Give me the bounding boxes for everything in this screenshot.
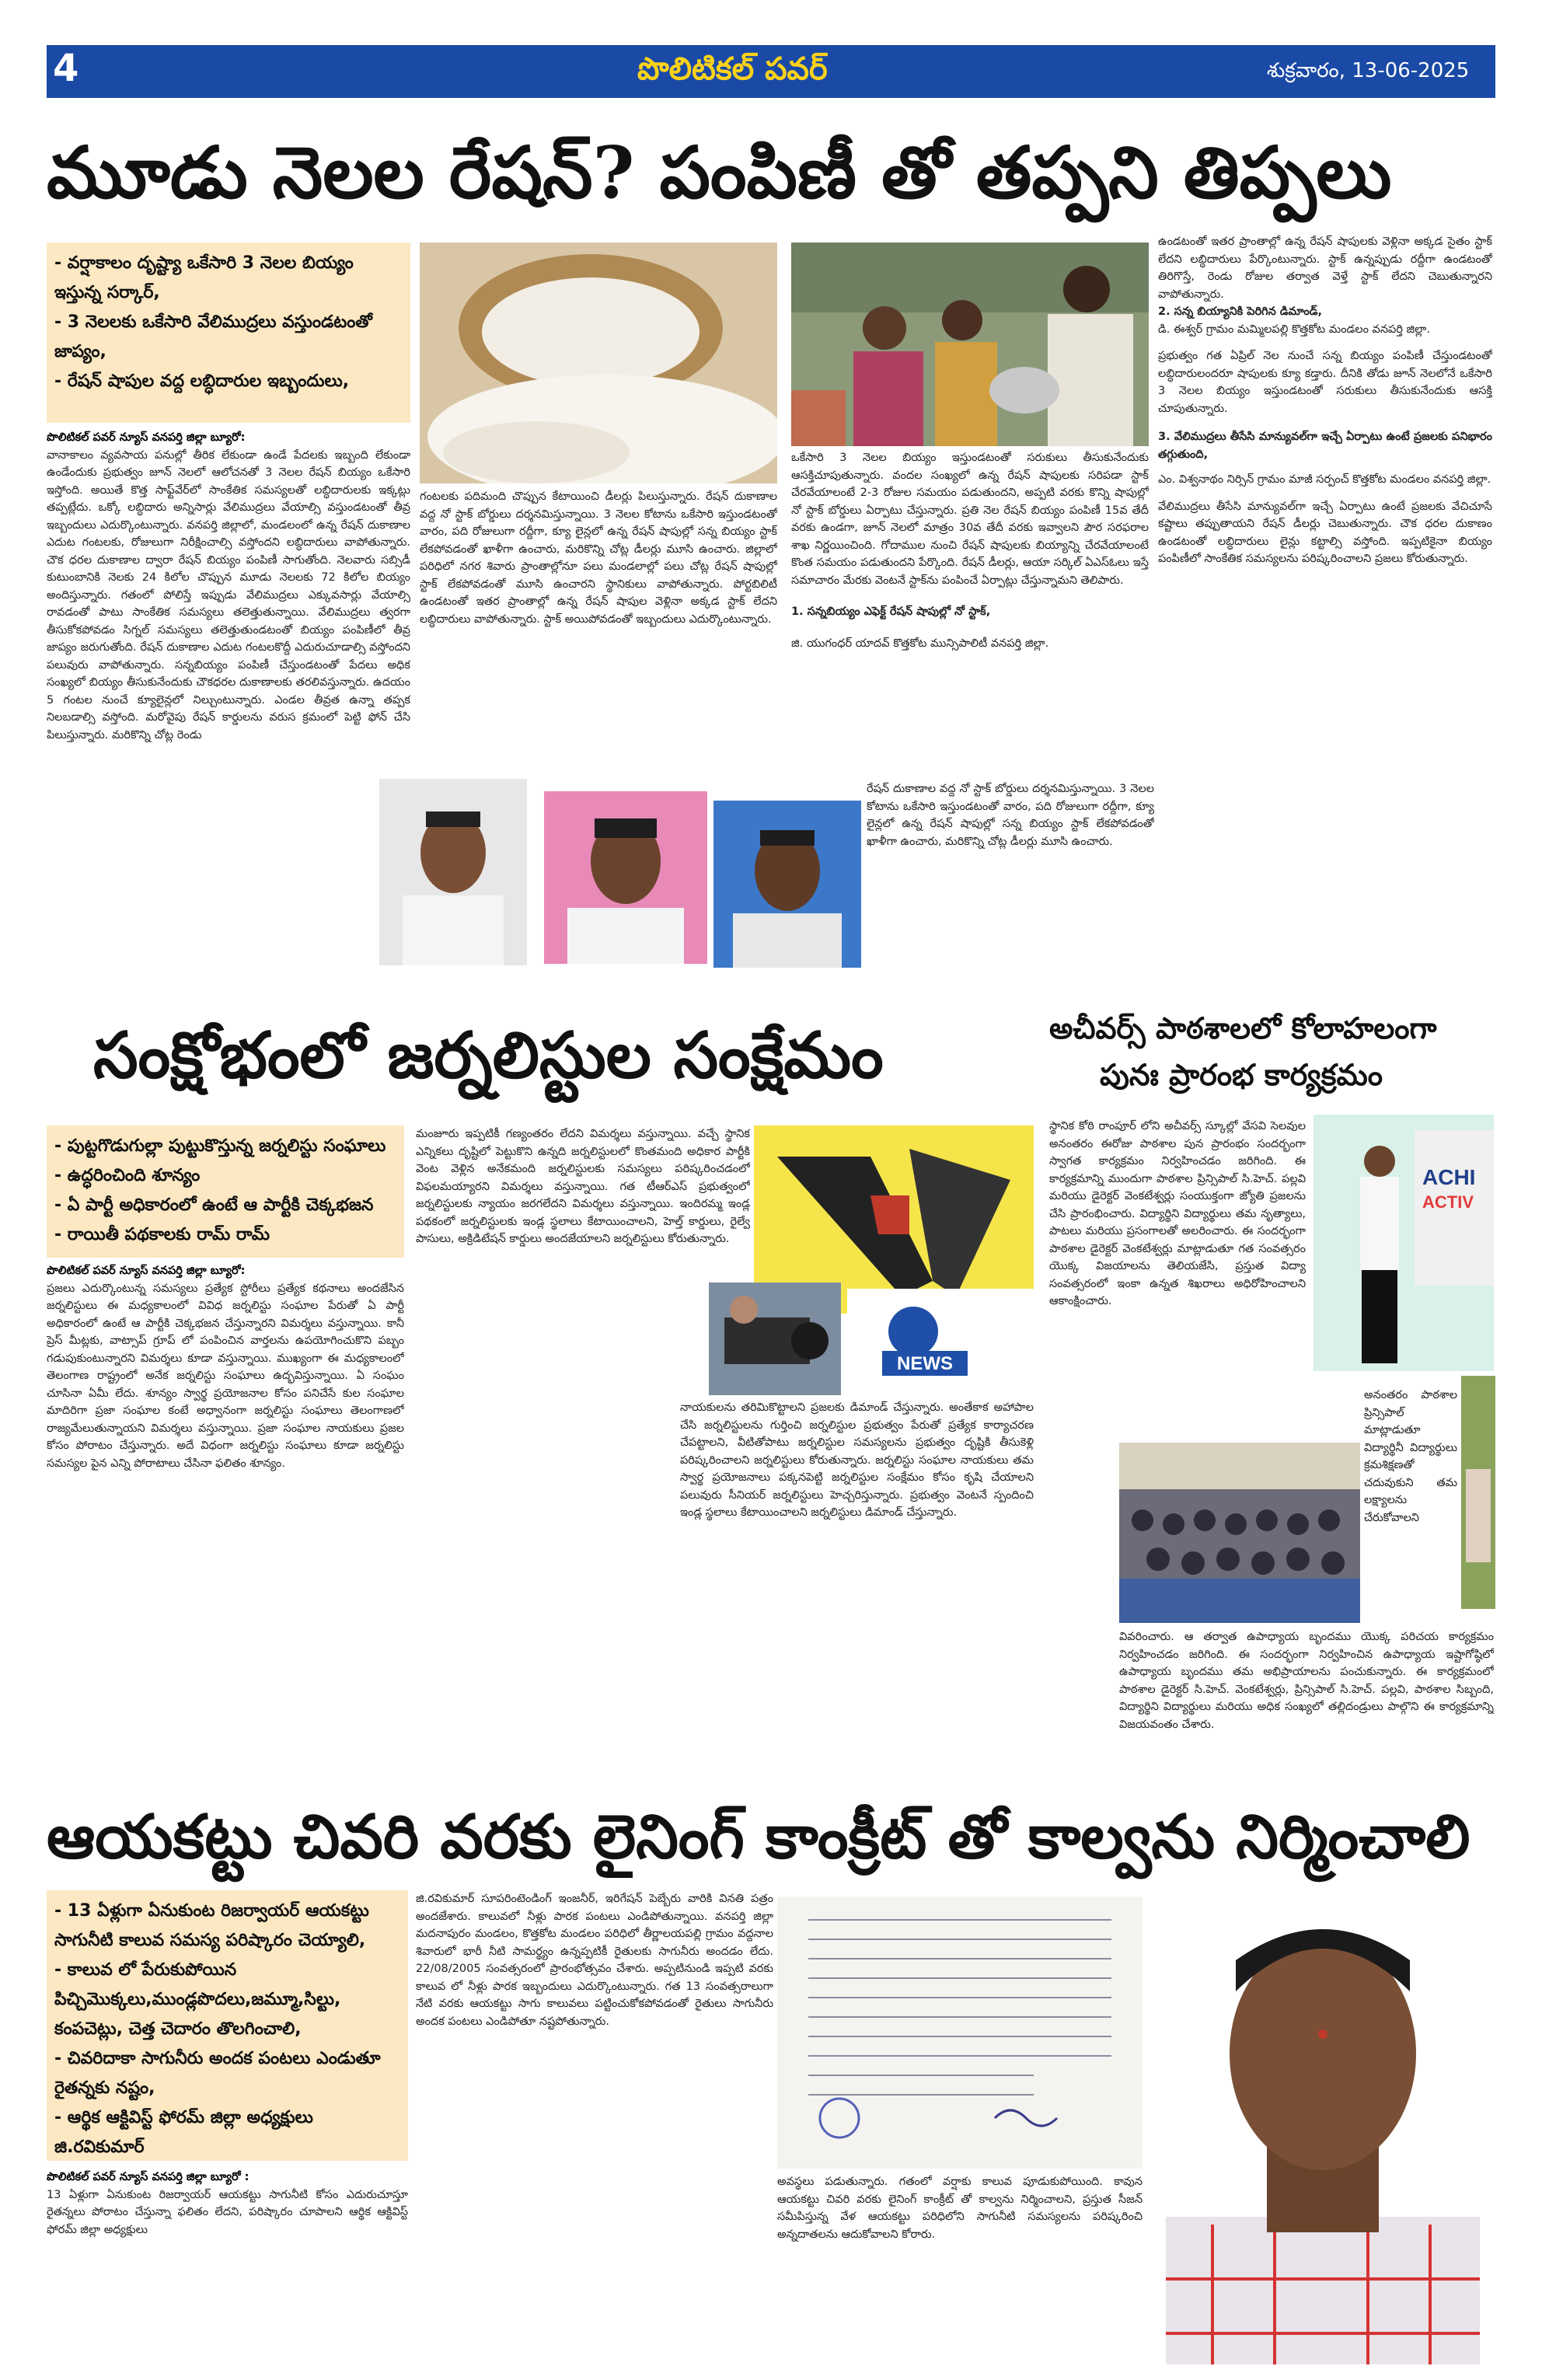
- portrait-photo: [544, 791, 707, 964]
- story1-headline: మూడు నెలల రేషన్? పంపిణీ తో తప్పని తిప్పలు: [47, 131, 1392, 215]
- rice-sack-photo: [420, 243, 777, 483]
- story1-col4: [1158, 233, 1492, 979]
- story4-headline: ఆయకట్టు చివరి వరకు లైనింగ్ కాంక్రీట్ తో కాల్వను నిర్మించాలి: [47, 1802, 1470, 1872]
- story2-col1: [47, 1262, 404, 1760]
- body-text: ఉండటంతో ఇతర ప్రాంతాల్లో ఉన్న రేషన్ షాపులకు వెళ్లినా అక్కడ సైతం స్టాక్ లేదని లబ్ధిదారులు పేర్కొంటున్నారు. స్టాక్ ఉన్నప్పుడు రద్దీగా ఉండటంతో తిరిగొస్తే, రెండు రోజుల తర్వాత వెళ్తే స్టాక్ లేదని చెబుతున్నారని వాపోతున్నారు.: [1158, 236, 1492, 301]
- svg-text:ACHI: ACHI: [1422, 1165, 1476, 1189]
- highlight-item: - ఉద్ధరించింది శూన్యం: [54, 1166, 201, 1185]
- body-text: వానాకాలం వ్యవసాయ పనుల్లో తీరిక లేకుండా ఉండే పేదలకు ఇబ్బంది లేకుండా ఉండేందుకు ప్రభుత్వం జూన్ నెలలో ఆలోచనతో 3 నెలల రేషన్ బియ్యం ఒకేసారి ఇస్తోంది. అయితే కొత్త సాఫ్ట్‌వేర్‌లో సాంకేతిక సమస్యలతో లబ్ధిదారులకు ఇక్కట్లు తప్పట్లేదు. ఒక్కో లబ్ధిదారు అన్నిసార్లు వేలిముద్రలు వేయాల్సి వస్తుండటంతో తీవ్ర ఇబ్బందులు ఎదుర్కొంటున్నారు. వనపర్తి జిల్లాలో, మండలంలో ఉన్న రేషన్ దుకాణాల ఎదుట గంటలకు, రోజులుగా నిరీక్షించాల్సి వస్తోందని లబ్ధిదారులు వాపోతున్నారు. చౌక ధరల దుకాణాల ద్వారా రేషన్ బియ్యం పంపిణీ సాగుతోంది. నెలవారు సబ్సిడీ కుటుంబానికి నెలకు 24 కిలోల చొప్పున మూడు నెలలకు 72 కిలోల బియ్యం అందిస్తున్నారు. గతంలో పోలిస్తే ఇప్పుడు వేలిముద్రలు ఎక్కువసార్లు వేయాల్సి రావడంతో పాటు సాంకేతిక సమస్యలు తలెత్తుతున్నాయి. వేలిముద్రలు త్వరగా తీసుకోకపోవడం సిగ్నల్ సమస్యలు తలెత్తుతుండటంతో బియ్యం పంపిణీలో తీవ్ర జాప్యం జరుగుతోంది. రేషన్ దుకాణాల ఎదుట గంటలకొద్దీ ఎదురుచూడాల్సి వస్తోందని పలువురు వాపోతున్నారు. సన్నబియ్యం పంపిణీ చేస్తుండటంతో పేదలు అధిక సంఖ్యలో బియ్యం తీసుకునేందుకు చౌకధరల దుకాణాలకు తరలివస్తున్నారు. ఉదయం 5 గంటల నుంచే క్యూలైన్లలో నిల్చుంటున్నారు. ఎండల తీవ్రత ఉన్నా తప్పక నిలబడాల్సి వస్తోంది. మరోవైపు రేషన్ కార్డులను వరుస క్రమంలో పెట్టి ఫోన్ చేసి పిలుస్తున్నారు. మరికొన్ని చోట్ల రెండు: [47, 448, 410, 742]
- body-text: ప్రభుత్వం గత ఏప్రిల్ నెల నుంచే సన్న బియ్యం పంపిణీ చేస్తుండటంతో లబ్ధిదారులందరూ షాపులకు క్యూ కడ్తారు. దీనికి తోడు జూన్ నెలలోనే ఒకేసారి 3 నెలల బియ్యం ఇస్తుండటంతో సరుకులు తీసుకునేందుకు ఆసక్తి చూపుతున్నారు.: [1158, 350, 1492, 415]
- body-text: జి.రవికుమార్ సూపరింటెండింగ్ ఇంజనీర్, ఇరిగేషన్ పెబ్బేరు వారికి వినతి పత్రం అందజేశారు. కాలువలో నీళ్లు పారక పంటలు ఎండిపోతున్నాయి. వనపర్తి జిల్లా మదనాపురం మండలం, కొత్తకోట మండలం పరిధిలో తీర్ణాలయపల్లి గ్రామం వద్దనాల శివారులో భారీ నీటి సామర్థ్యం ఉన్నప్పటికీ రైతులకు సాగునీరు అందడం లేదు. 22/08/2005 సంవత్సరంలో ప్రారంభోత్సవం చేశారు. అప్పటినుండి ఇప్పటి వరకు కాలువ లో నీళ్లు పారక ఇబ్బందులు ఎదుర్కొంటున్నారు. గత 13 సంవత్సరాలుగా నేటి వరకు ఆయకట్టు సాగు కాలువలు పట్టించుకోకపోవడంతో రైతులు సాగునీరు అందక పంటలు ఎండిపోతూ నష్టపోతున్నారు.: [416, 1893, 773, 2028]
- highlight-item: - ఏ పార్టీ అధికారంలో ఉంటే ఆ పార్టీకి చెక్కభజన: [54, 1195, 374, 1215]
- highlight-item: - రేషన్ షాపుల వద్ద లబ్ధిదారుల ఇబ్బందులు,: [54, 372, 350, 391]
- highlight-item: - 13 ఏళ్లుగా ఏనుకుంట రిజర్వాయర్ ఆయకట్టు సాగునీటి కాలువ సమస్య పరిష్కారం చెయ్యాలి,: [54, 1901, 369, 1950]
- teacher-photo: [1461, 1376, 1495, 1609]
- highlight-item: - కాలువ లో పేరుకుపోయిన పిచ్చిమొక్కలు,ముండ్లపొదలు,జమ్మూ,సిల్టు, కంపచెట్లు, చెత్త చెదారం తొలగించాలి,: [54, 1960, 341, 2039]
- story4-col3: [777, 2173, 1143, 2364]
- quote-label: 2. సన్న బియ్యానికి పెరిగిన డిమాండ్,: [1158, 305, 1323, 318]
- speaker-photo: [1313, 1115, 1494, 1371]
- highlight-item: - ఆర్థిక ఆక్టివిస్ట్ ఫోరమ్ జిల్లా అధ్యక్షులు జి.రవికుమార్: [54, 2108, 313, 2157]
- highlight-item: - వర్షాకాలం దృష్ట్యా ఒకేసారి 3 నెలల బియ్యం ఇస్తున్న సర్కార్,: [54, 253, 354, 302]
- story3-headline-line2: పునః ప్రారంభ కార్యక్రమం: [1100, 1057, 1383, 1092]
- body-text: ఒకేసారి 3 నెలల బియ్యం ఇస్తుండటంతో సరుకులు తీసుకునేందుకు ఆసక్తిచూపుతున్నారు. వందల సంఖ్యలో ఉన్న రేషన్ షాపులకు సరిపడా స్టాక్ చేరవేయాలంటే 2-3 రోజుల సమయం పడుతుందని, అప్పటి వరకు కొన్ని షాపుల్లో నో స్టాక్ బోర్డులు ఏర్పాటు చేస్తున్నారు. ప్రతి నెల రేషన్ బియ్యం పంపిణీ 15వ తేదీ వరకు ఉండగా, జూన్ నెలలో మాత్రం 30వ తేదీ వరకు ఇవ్వాలని పౌర సరఫరాల శాఖ నిర్ణయించింది. గోదాముల నుంచి రేషన్ షాపులకు బియ్యాన్ని చేరవేయాలంటే కొంత సమయం పడుతుందని పేర్కొంది. రేషన్ డీలర్లు, ఆయా సర్కిల్ ఏఎస్ఓలు ఇస్తే సమాచారం మేరకు వెంటనే స్టాక్‌ను పంపించే ఏర్పాట్లు చేస్తున్నామని తెలిపారు.: [791, 452, 1149, 587]
- ravikumar-portrait-photo: [1150, 1890, 1495, 2364]
- quote-label: 3. వేలిముద్రలు తీసేసి మాన్యువల్‌గా ఇచ్చే ఏర్పాటు ఉంటే ప్రజలకు పనిభారం తగ్గుతుంది,: [1158, 431, 1492, 461]
- body-text: 13 ఏళ్లుగా ఏనుకుంట రిజర్వాయర్ ఆయకట్టు సాగునీటి కోసం ఎదురుచూస్తూ రైతన్నలు పోరాటం చేస్తున్నా ఫలితం లేదని, పరిష్కారం చూపాలని ఆర్థిక ఆక్టివిస్ట్ ఫోరమ్ జిల్లా అధ్యక్షులు: [47, 2188, 408, 2236]
- story2-col3: [680, 1399, 1034, 1788]
- quote-attribution: ఎం. విశ్వనాథం నిర్సిన్ గ్రామం మాజీ సర్పంచ్ కొత్తకోట మండలం వనపర్తి జిల్లా.: [1158, 473, 1491, 486]
- story1-col5: [867, 780, 1154, 975]
- story1-highlights: [47, 243, 410, 423]
- portrait-photo: [713, 801, 861, 968]
- ration-queue-photo: [791, 243, 1149, 446]
- quote-attribution: డి. ఈశ్వర్ గ్రామం మమ్మిలపల్లి కొత్తకోట మండలం వనపర్తి జిల్లా.: [1158, 323, 1430, 336]
- news-logo: [847, 1289, 1034, 1390]
- camera-photo: [709, 1282, 841, 1395]
- story2-highlights: [47, 1125, 404, 1258]
- body-text: ప్రజలు ఎదుర్కొంటున్న సమస్యలు ప్రత్యేక స్టోరీలు ప్రత్యేక కథనాలు అందజేసిన జర్నలిస్టులు ఈ మధ్యకాలంలో వివిధ జర్నలిస్టు సంఘాల పేరుతో ఏ పార్టీ అధికారంలో ఉంటే ఆ పార్టీకి చెక్కభజన చేస్తున్నారని విమర్శలు వస్తున్నాయి. కానీ ప్రెస్ మీట్లకు, వాట్సాప్ గ్రూప్ లో పంపించిన వార్తలను ఉపయోగించుకొని పబ్బం గడుపుకుంటున్నారని విమర్శలు కూడా వస్తున్నాయి. ముఖ్యంగా ఈ మధ్యకాలంలో తెలంగాణ రాష్ట్రంలో అనేక జర్నలిస్టు సంఘాలు ఉద్భవిస్తున్నాయి. ఏ సంఘం చూసినా ఏమీ లేదు. శూన్యం స్వార్థ ప్రయోజనాల కోసం పనిచేసే కుల సంఘాల మాదిరిగా ప్రజా సంఘాల కంటే అధ్వానంగా జర్నలిస్టు సంఘాలు తెలంగాణలో రాజ్యమేలుతున్నాయని విమర్శలు వస్తున్నాయి. ప్రజా సంఘాల నాయకులు ప్రజల కోసం పోరాటం చేస్తున్నారు. అదే విధంగా జర్నలిస్టు సంఘాలు కూడా జర్నలిస్టు సమస్యల పైన ఎన్ని పోరాటాలు చేసినా ఫలితం శూన్యం.: [47, 1282, 404, 1470]
- body-text: మంజూరు ఇప్పటికీ గణ్యంతరం లేదని విమర్శలు వస్తున్నాయి. వచ్చే స్థానిక ఎన్నికలు దృష్టిలో పెట్టుకొని ఉన్నది జర్నలిస్టులలో కొంతమంది అధికార పార్టీకి వెంట వెళ్లిన అనేకమంది జర్నలిస్టులకు సమస్యలు పరిష్కరించడంలో విఫలమయ్యారని విమర్శలు వస్తున్నాయి. గత టీఆర్ఎస్ ప్రభుత్వంలో జర్నలిస్టులకు న్యాయం జరగలేదని విమర్శలు వస్తున్నాయి. ఇందిరమ్మ ఇండ్ల పథకంలో జర్నలిస్టులకు ఇండ్ల స్థలాలు కేటాయించాలని, హెల్త్ కార్డులు, రైల్వే పాసులు, అక్రిడిటేషన్ కార్డులు అందజేయాలని జర్నలిస్టులు కోరుతున్నారు.: [416, 1128, 750, 1245]
- students-assembly-photo: [1119, 1443, 1360, 1623]
- story4-col2: [416, 1890, 773, 2364]
- body-text: వివరించారు. ఆ తర్వాత ఉపాధ్యాయ బృందము యొక్క పరిచయ కార్యక్రమం నిర్వహించడం జరిగింది. ఈ సందర్భంగా నిర్వహించిన ఉపాధ్యాయ ఇష్టాగోష్ఠిలో ఉపాధ్యాయ బృందము తమ అభిప్రాయాలను పంచుకున్నారు. ఈ కార్యక్రమంలో పాఠశాల డైరెక్టర్ సి.హెచ్. వెంకటేశ్వర్లు, ప్రిన్సిపాల్ సి.హెచ్. పల్లవి, పాఠశాల సిబ్బంది, విద్యార్థిని విద్యార్థులు మరియు అధిక సంఖ్యలో తల్లిదండ్రులు పాల్గొని ఈ కార్యక్రమాన్ని విజయవంతం చేశారు.: [1119, 1631, 1494, 1731]
- masthead: పొలిటికల్ పవర్: [637, 51, 828, 87]
- highlight-item: - చివరిదాకా సాగునీరు అందక పంటలు ఎండుతూ రైతన్నకు నష్టం,: [54, 2049, 381, 2098]
- body-text: నాయకులను తరిమికొట్టాలని ప్రజలకు డిమాండ్ చేస్తున్నారు. అంతేకాక అహాపాల చేసి జర్నలిస్టులను గుర్తించి జర్నలిస్టుల ప్రభుత్వం పేరుతో ప్రత్యేక కార్యాచరణ చేపట్టాలని, వీటితోపాటు జర్నలిస్టుల సమస్యలను ప్రభుత్వం దృష్టికి తీసుకెళ్లి పరిష్కరించాలని జర్నలిస్టులు కోరుతున్నారు. జర్నలిస్టు సంఘాల నాయకులు తమ స్వార్థ ప్రయోజనాలు పక్కనపెట్టి జర్నలిస్టుల సంక్షేమం కోసం కృషి చేయాలని పలువురు సీనియర్ జర్నలిస్టులు హెచ్చరిస్తున్నారు. ప్రభుత్వం వెంటనే స్పందించి ఇండ్ల స్థలాలు కేటాయించాలని జర్నలిస్టులు డిమాండ్ చేస్తున్నారు.: [680, 1401, 1034, 1519]
- story1-col1: [47, 429, 410, 973]
- story3-headline-line1: అచీవర్స్ పాఠశాలలో కోలాహలంగా: [1049, 1010, 1437, 1045]
- issue-date: శుక్రవారం, 13-06-2025: [1267, 59, 1470, 82]
- highlight-item: - పుట్టగొడుగుల్లా పుట్టుకొస్తున్న జర్నలిస్టు సంఘాలు: [54, 1136, 386, 1156]
- body-text: అనంతరం పాఠశాల ప్రిన్సిపాల్ మాట్లాడుతూ విద్యార్థినీ విద్యార్థులు క్రమశిక్షణతో చదువుకుని తమ లక్ష్యాలను చేరుకోవాలని: [1364, 1389, 1457, 1524]
- story2-headline: సంక్షోభంలో జర్నలిస్టుల సంక్షేమం: [93, 1018, 884, 1093]
- portrait-photo: [379, 779, 527, 965]
- story4-col1: [47, 2169, 408, 2363]
- body-text: గంటలకు పదిమంది చొప్పున కేటాయించి డీలర్లు పిలుస్తున్నారు. రేషన్ దుకాణాల వద్ద నో స్టాక్ బోర్డులు దర్శనమిస్తున్నాయి. 3 నెలల కోటాను ఒకేసారి ఇస్తుండటంతో వారం, పది రోజులుగా రద్దీగా, క్యూ లైన్లలో ఉన్న రేషన్ షాపుల్లో సన్న బియ్యం స్టాక్ లేకపోవడంతో ఖాళీగా ఉంచారు, మరికొన్ని చోట్ల డీలర్లు మూసి ఉంచారు. జిల్లాలో పరిధిలో నగర శివారు ప్రాంతాల్లోనూ పలు మండలాల్లో పలు చోట్ల రేషన్ షాపుల్లో స్టాక్ లేకపోవడంతో మూసి ఉంచారని స్థానికులు వాపోతున్నారు. పోర్టబిలిటీ ఉండటంతో ఇతర ప్రాంతాల్లో ఉన్న రేషన్ షాపుల వెళ్లినా అక్కడ స్టాక్ లేదని లబ్ధిదారులు వాపోతున్నారు. స్టాక్ అయిపోవడంతో ఇబ్బందులు ఎదుర్కొంటున్నారు.: [420, 490, 777, 626]
- body-text: రేషన్ దుకాణాల వద్ద నో స్టాక్ బోర్డులు దర్శనమిస్తున్నాయి. 3 నెలల కోటాను ఒకేసారి ఇస్తుండటంతో వారం, పది రోజులుగా రద్దీగా, క్యూ లైన్లలో ఉన్న రేషన్ షాపుల్లో సన్న బియ్యం స్టాక్ లేకపోవడంతో ఖాళీగా ఉంచారు, మరికొన్ని చోట్ల డీలర్లు మూసి ఉంచారు.: [867, 783, 1154, 848]
- byline: పొలిటికల్ పవర్ న్యూస్ వనపర్తి జిల్లా బ్యూరో:: [47, 431, 246, 444]
- byline: పొలిటికల్ పవర్ న్యూస్ వనపర్తి జిల్లా బ్యూరో:: [47, 1265, 246, 1277]
- quote-label: 1. సన్నబియ్యం ఎఫెక్ట్ రేషన్ షాపుల్లో నో స్టాక్,: [791, 605, 991, 618]
- story1-col2: [420, 488, 777, 752]
- story3-col3: [1119, 1628, 1494, 1784]
- story4-highlights: [47, 1890, 408, 2161]
- story3-col1: [1049, 1118, 1306, 1429]
- quote-attribution: జి. యుగంధర్ యాదవ్ కొత్తకోట మున్సిపాలిటీ వనపర్తి జిల్లా.: [791, 637, 1049, 650]
- byline: పొలిటికల్ పవర్ న్యూస్ వనపర్తి జిల్లా బ్యూరో :: [47, 2171, 249, 2183]
- petition-document-photo: [777, 1897, 1143, 2169]
- svg-text:ACTIV: ACTIV: [1422, 1192, 1474, 1212]
- svg-text:NEWS: NEWS: [897, 1353, 953, 1374]
- body-text: వేలిముద్రలు తీసేసి మాన్యువల్‌గా ఇచ్చే ఏర్పాటు ఉంటే ప్రజలకు వేచిచూసే కష్టాలు తప్పుతాయని రేషన్ డీలర్లు చెబుతున్నారు. చౌక ధరల దుకాణం ఉండటంతో లబ్ధిదారులు లైన్లు కట్టాల్సి వస్తోంది. ఇప్పటికైనా బియ్యం పంపిణీలో సాంకేతిక సమస్యలను పరిష్కరించాలని ప్రజలు కోరుతున్నారు.: [1158, 500, 1492, 565]
- body-text: స్థానిక కోఠి రాంపూర్ లోని అచీవర్స్ స్కూల్లో వేసవి సెలవుల అనంతరం ఈరోజు పాఠశాల పున ప్రారంభం సందర్భంగా స్వాగత కార్యక్రమం నిర్వహించడం జరిగింది. ఈ కార్యక్రమాన్ని ముందుగా పాఠశాల ప్రిన్సిపాల్ సి.హెచ్. పల్లవి మరియు డైరెక్టర్ వెంకటేశ్వర్లు సంయుక్తంగా జ్యోతి ప్రజలను చేసి ప్రారంభించారు. విద్యార్థిని విద్యార్థులు తమ నృత్యాలు, పాటలు మరియు ప్రసంగాలతో అలరించారు. ఈ సందర్భంగా పాఠశాల డైరెక్టర్ వెంకటేశ్వర్లు మాట్లాడుతూ గత సంవత్సరం యొక్క విజయాలను తెలియజేసి, ప్రస్తుత విద్యా సంవత్సరంలో ఇంకా ఉన్నత శిఖరాలు అధిరోహించాలని ఆకాంక్షించారు.: [1049, 1120, 1306, 1307]
- body-text: అవస్థలు పడుతున్నారు. గతంలో వర్షాకు కాలువ పూడుకుపోయింది. కావున ఆయకట్టు చివరి వరకు లైనింగ్ కాంక్రీట్ తో కాల్వను నిర్మించాలని, ప్రస్తుత సీజన్ సమీపిస్తున్న వేళ ఆయకట్టు పరిధిలోని సాగునీటి సమస్యలను పరిష్కరించి అన్నదాతలను ఆదుకోవాలని కోరారు.: [777, 2176, 1143, 2241]
- highlight-item: - రాయితీ పథకాలకు రామ్ రామ్: [54, 1225, 270, 1244]
- highlight-item: - 3 నెలలకు ఒకేసారి వేలిముద్రలు వస్తుండటంతో జాప్యం,: [54, 312, 372, 361]
- page-number: 4: [53, 47, 79, 90]
- story1-col3: [791, 449, 1149, 729]
